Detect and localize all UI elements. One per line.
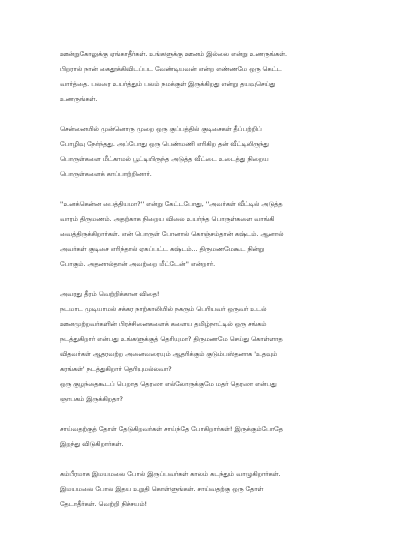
- text-line: சென்னையில் முன்னொரு முறை ஒரு குப்பத்தில் குடிசைகள் தீப்பற்றிப்: [60, 125, 262, 133]
- paragraph-dialogue: [60, 197, 366, 272]
- text-line: அவர்கள் குடிசை எரிந்தால் ஏகப்பட்ட கஷ்டம்... திருமணமேகூட நின்று: [60, 245, 265, 253]
- text-line: கரங்கள்' நடத்துகிறார் தெரியுமல்லவா?: [60, 365, 172, 373]
- paragraph-courage: [60, 287, 366, 377]
- text-line: ஊன்றுகோலுக்கு ஏங்காதீர்கள். உங்களுக்கு ஊனம் இல்லை என்று உணருங்கள்.: [60, 50, 288, 58]
- text-line: பொருள்களை மீட்காமல் பூட்டியிருந்த அடுத்த வீட்டை உடைத்து நிறைய: [60, 155, 269, 163]
- text-line: உணருங்கள்.: [60, 95, 98, 103]
- text-line: நடத்துகிறார் என்பது உங்களுக்குத் தெரியுமா? திருமணமே செய்து கொள்ளாத: [60, 335, 283, 343]
- text-line: வாரம் திருமணம். அதற்காக நிறைய விலை உயர்ந்த பொருள்களை வாங்கி: [60, 215, 275, 223]
- text-line: ''உனக்கென்ன பைத்தியமா?'' என்று கேட்டபோது, ''அவர்கள் வீட்டில் அடுத்த: [60, 200, 283, 208]
- text-line: அவரது தீரம் வெற்றிக்கான விதை!: [60, 290, 160, 298]
- text-line: நடமாட முடியாமல் சக்கர நாற்காலியில் நகரும் பெரியவர் ஒருவர் உடல்: [60, 305, 267, 313]
- text-line: பொருள்களைக் காப்பாற்றினார்.: [60, 170, 152, 178]
- text-line: வார்த்தை. பலரை உயர்த்தும் பலம் நமக்குள் இருக்கிறது என்று தயவுசெய்து: [60, 80, 276, 88]
- paragraph-teresa: [60, 377, 366, 407]
- text-line: போகும். அதனால்தான் அவற்றை மீட்டேன்'' என்றார்.: [60, 260, 216, 268]
- paragraph-himalaya: [60, 467, 366, 512]
- document-page: [60, 47, 366, 527]
- text-line: சாய்வதற்குத் தோள் தேடுகிறவர்கள் சாய்ந்தே போகிறார்கள்! இருக்கும்போதே: [60, 425, 283, 433]
- text-line: விதவர்கள் ஆதரவற்ற அனைவரையும் ஆதரிக்கும் குடும்பஸ்தனாக 'உதவும்: [60, 350, 278, 358]
- text-line: போழிவு நேர்ந்தது. அப்போது ஒரு பெண்மணி எரிகிற தன் வீட்டிலிருந்து: [60, 140, 269, 148]
- text-line: ஊனமுற்றவர்களின் பிரச்சினைகளைக் களைய தமிழ்நாட்டில் ஒரு சங்கம்: [60, 320, 267, 328]
- paragraph-shoulder: [60, 422, 366, 452]
- text-line: இறந்து விடுகிறார்கள்.: [60, 440, 124, 448]
- text-line: இமயமலை போல இதய உறுதி கொள்ளுங்கள். சாய்வதற்கு ஒரு தோள்: [60, 485, 264, 493]
- paragraph-fire-story: [60, 122, 366, 182]
- text-line: கம்பீரமாக இமயமலை போல் இருப்பவர்கள் காலம் கடந்தும் வாழுகிறார்கள்.: [60, 470, 281, 478]
- text-line: தேடாதீர்கள். வெற்றி நிச்சயம்!: [60, 500, 148, 508]
- text-line: வைத்திருக்கிறார்கள். என் பொருள் போனால் கொஞ்சம்தான் கஷ்டம். ஆனால்: [60, 230, 284, 238]
- text-line: ஒரு குழந்தைகூடப் பெறாத தெரஸா எல்லோருக்குமே மதர் தெரஸா என்பது: [60, 380, 277, 388]
- text-line: பிறரால் நான் கைதூக்கிவிடப்பட வேண்டியவன் என்ற எண்ணமே ஒரு கெட்ட: [60, 65, 282, 73]
- text-line: ஞாபகம் இருக்கிறதா?: [60, 395, 123, 403]
- paragraph-crutch: [60, 47, 366, 107]
